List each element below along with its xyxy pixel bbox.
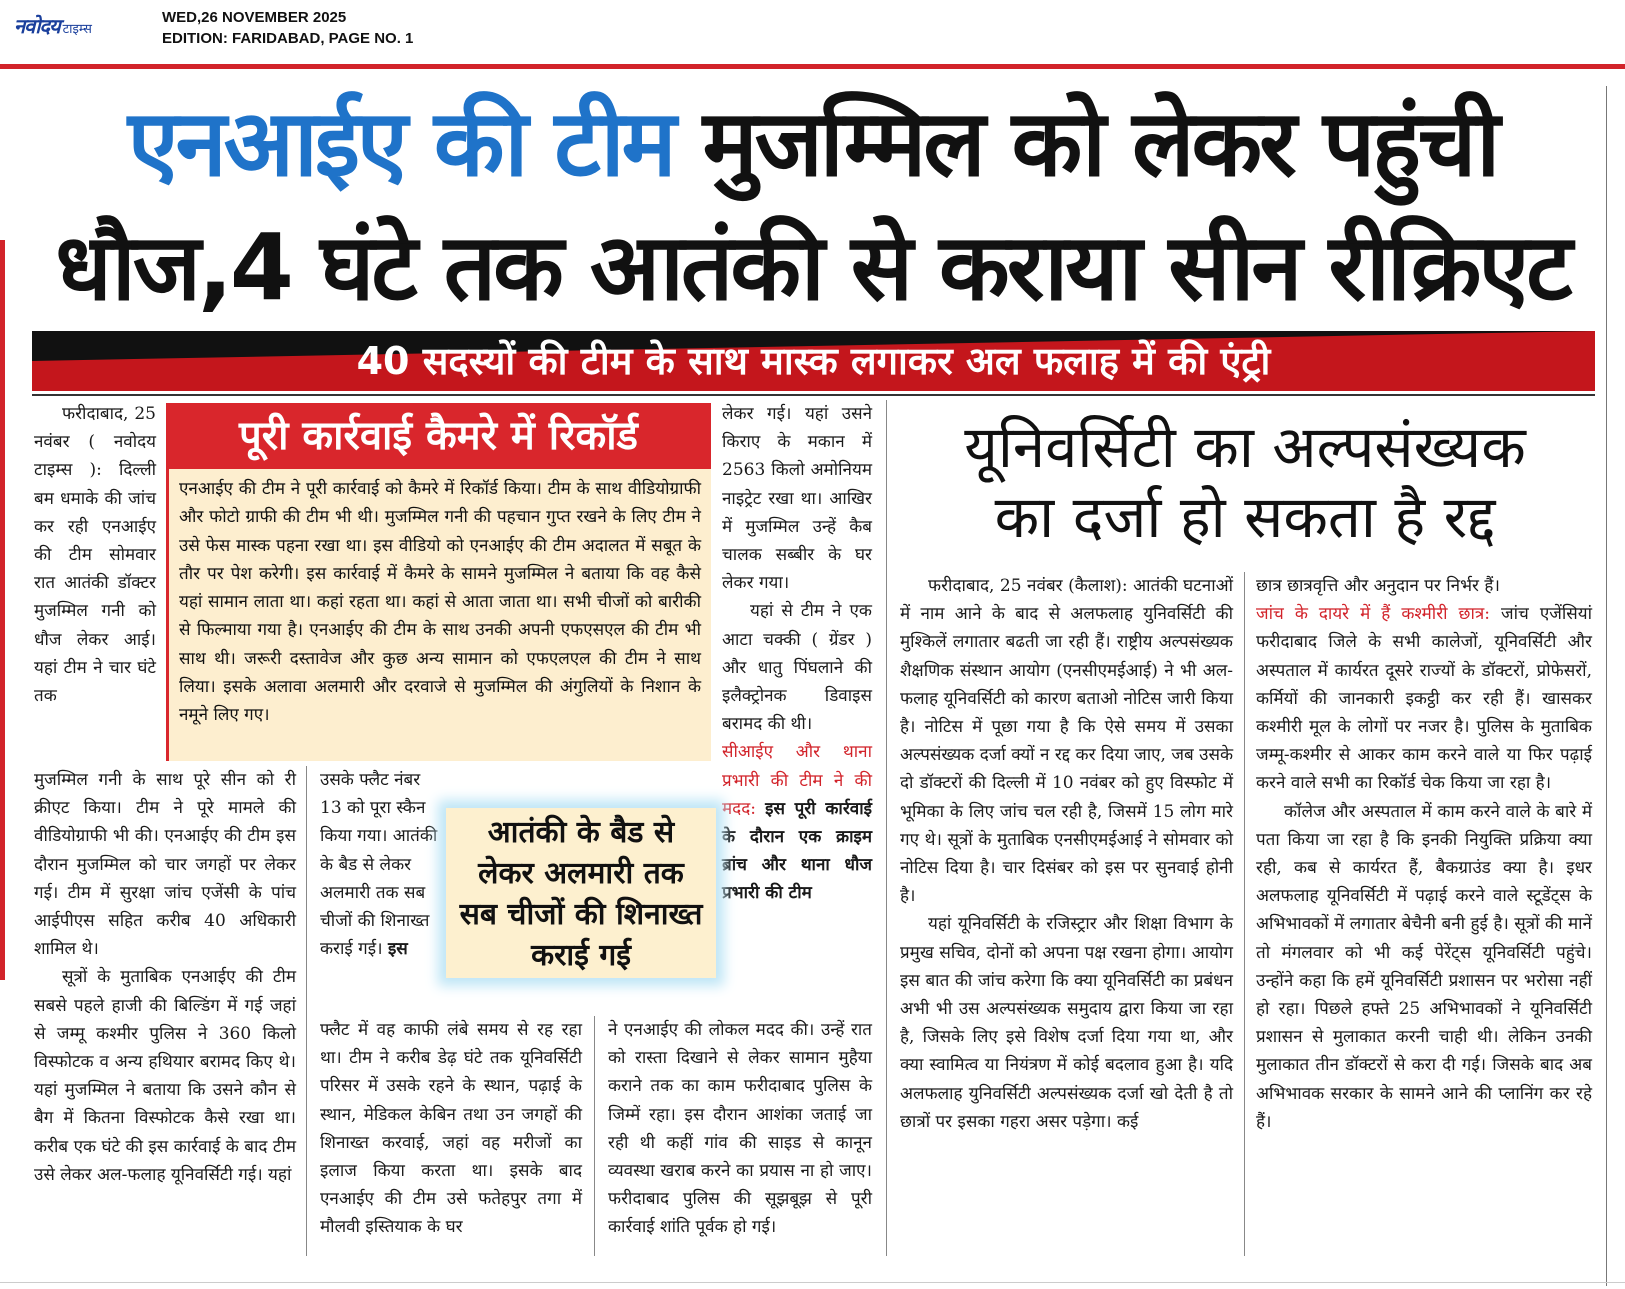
pull-quote-line-1: आतंकी के बैड से <box>487 815 675 850</box>
logo-sub: टाइम्स <box>62 22 92 37</box>
headline-rule <box>32 394 1595 396</box>
story2-para-5: कॉलेज और अस्पताल में काम करने वाले के बारे में पता किया जा रहा है कि इनकी नियुक्ति प्रक्रिया क्या रही, कब से कार्यरत हैं, बैकग्राउंड क्या है। इधर अलफलाह यूनिवर्सिटी में पढ़ाई करने वाले स्टूडेंट्स के अभिभावकों में लगातार बेचैनी बनी हुई है। सूत्रों की मानें तो मंगलवार को भी कई पेरेंट्स यूनिवर्सिटी पहुंचे। उन्होंने कहा कि हमें यूनिवर्सिटी प्रशासन पर भरोसा नहीं हो रहा। पिछले हफ्ते 25 अभिभावकों ने यूनिवर्सिटी प्रशासन से मुलाकात करनी चाही थी। लेकिन उनकी मुलाकात तीन डॉक्टरों से करा दी गई। जिसके बाद अब अभिभावक सरकार के सामने आने की प्लानिंग कर रहे हैं। <box>1256 801 1592 1132</box>
column-divider <box>306 766 307 1256</box>
headline-blue-part: एनआईए की टीम <box>127 90 674 197</box>
story-col2-narrow <box>320 766 438 963</box>
edition-line: EDITION: FARIDABAD, PAGE NO. 1 <box>162 30 414 47</box>
col2-para-1 <box>320 766 438 963</box>
col2-narrow-text: उसके फ्लैट नंबर 13 को पूरा स्कैन किया गया। आतंकी के बैड से लेकर अलमारी तक सब चीजों की शिनाख्त कराई गई। <box>320 770 438 960</box>
page-bottom-rule <box>0 1282 1625 1283</box>
box-body: एनआईए की टीम ने पूरी कार्रवाई को कैमरे में रिकॉर्ड किया। टीम के साथ वीडियोग्राफी और फोटो ग्राफी की टीम भी थी। मुजम्मिल गनी की पहचान गुप्त रखने के लिए टीम ने उसे फेस मास्क पहना रखा था। इस वीडियो को एनआईए की टीम अदालत में सबूत के तौर पर पेश करेगी। इस कार्रवाई में कैमरे के सामने मुजम्मिल ने बताया कि वह कैसे यहां सामान लाता था। कहां रहता था। कहां से आता जाता था। सभी चीजों को बारीकी से फिल्माया गया है। एनआईए की टीम के साथ उनकी अपनी एफएसएल की टीम भी साथ थी। जरूरी दस्तावेज और कुछ अन्य सामान को एफएलएल की टीम ने साथ लिया। इसके अलावा अलमारी और दरवाजे से मुजम्मिल की अंगुलियों के निशान के नमूने लिए गए। <box>166 469 711 761</box>
story-divider <box>886 400 887 1256</box>
story2-headline-line-1: यूनिवर्सिटी का अल्पसंख्यक <box>964 413 1526 481</box>
pull-quote-line-4: कराई गई <box>531 938 631 973</box>
story2-subhead-para <box>1256 600 1592 797</box>
story2-para-4: जांच एजेंसियां फरीदाबाद जिले के सभी कालेजों, यूनिवर्सिटी और अस्पताल में कार्यरत दूसरे राज्यों के डॉक्टरों, प्रोफेसरों, कर्मियों की जानकारी इकट्ठी कर रही हैं। खासकर कश्मीरी मूल के लोगों पर नजर है। पुलिस के मुताबिक जम्मू-कश्मीर से आकर काम करने वाले या फिर पढ़ाई करने वाले सभी का रिकॉर्ड चेक किया जा रहा है। <box>1256 604 1593 794</box>
col2-bold-start: इस <box>387 939 408 960</box>
box-heading: पूरी कार्रवाई कैमरे में रिकॉर्ड <box>166 403 711 469</box>
story2-subhead: जांच के दायरे में हैं कश्मीरी छात्र: <box>1256 604 1490 625</box>
col3-para-3: ने एनआईए की लोकल मदद की। उन्हें रात को रास्ता दिखाने से लेकर सामान मुहैया कराने तक का काम फरीदाबाद पुलिस के जिम्में रहा। इस दौरान आशंका जताई जा रही थी कहीं गांव की साइड से कानून व्यवस्था खराब करने का प्रयास ना हो जाए। फरीदाबाद पुलिस की सूझबूझ से पूरी कार्रवाई शांति पूर्वक हो गई। <box>608 1020 872 1238</box>
col3-para-2: यहां से टीम ने एक आटा चक्की ( ग्रेंडर ) और धातु पिंघलाने की इलैक्ट्रोनक डिवाइस बरामद की थी। <box>722 601 872 735</box>
story2-col2 <box>1256 572 1592 1136</box>
col2-para-2: फ्लैट में वह काफी लंबे समय से रह रहा था। टीम ने करीब डेढ़ घंटे तक यूनिवर्सिटी परिसर में उसके रहने के स्थान, पढ़ाई के स्थान, मेडिकल केबिन तथा उन जगहों की शिनाख्त करवाई, जहां वह मरीजों का इलाज किया करता था। इसके बाद एनआईए की टीम उसे फतेहपुर तगा में मौलवी इस्तियाक के घर <box>320 1020 582 1238</box>
col1-para-2: सूत्रों के मुताबिक एनआईए की टीम सबसे पहले हाजी की बिल्डिंग में गई जहां से जम्मू कश्मीर पुलिस ने 360 किलो विस्फोटक व अन्य हथियार बरामद किए थे। यहां मुजम्मिल ने बताया कि उसने कौन से बैग में कितना विस्फोटक कैसे रखा था। करीब एक घंटे की इस कार्रवाई के बाद टीम उसे लेकर अल-फलाह यूनिवर्सिटी गई। यहां <box>34 967 296 1185</box>
story2-col1 <box>900 572 1233 1136</box>
story-intro: फरीदाबाद, 25 नवंबर ( नवोदय टाइम्स ): दिल्ली बम धमाके की जांच कर रही एनआईए की टीम सोमवार रात आतंकी डॉक्टर मुजम्मिल गनी को धौज लेकर आई। यहां टीम ने चार घंटे तक <box>34 404 156 707</box>
story2-headline-line-2: का दर्जा हो सकता है रद्द <box>994 483 1496 551</box>
story2-para-2: यहां यूनिवर्सिटी के रजिस्ट्रार और शिक्षा विभाग के प्रमुख सचिव, दोनों को अपना पक्ष रखना होगा। आयोग इस बात की जांच करेगा कि क्या यूनिवर्सिटी का प्रबंधन अभी भी उस अल्पसंख्यक समुदाय द्वारा किया जा रहा है, जिसके लिए इसे विशेष दर्जा दिया गया था, और क्या स्वामित्व या नियंत्रण में कोई बदलाव हुआ है। यदि अलफलाह युनिवर्सिटी अल्पसंख्यक दर्जा खो देती है तो छात्रों पर इसका गहरा असर पड़ेगा। कई <box>900 914 1233 1132</box>
pull-quote <box>446 808 716 978</box>
logo-main: नवोदय <box>14 14 60 38</box>
headline-line-2: धौज,4 घंटे तक आतंकी से कराया सीन रीक्रिएट <box>55 214 1570 321</box>
subhead: 40 सदस्यों की टीम के साथ मास्क लगाकर अल फलाह में की एंट्री <box>356 339 1271 383</box>
pull-quote-line-3: सब चीजों की शिनाख्त <box>459 897 703 932</box>
headline-line-1 <box>30 90 1595 197</box>
story-col3-top <box>722 400 872 908</box>
column-divider <box>1244 572 1245 1256</box>
newspaper-logo <box>14 12 92 39</box>
col3-bold-text: इस पूरी कार्रवाई के दौरान एक क्राइम ब्रांच और थाना धौज प्रभारी की टीम <box>722 798 872 904</box>
pull-quote-line-2: लेकर अलमारी तक <box>478 856 684 891</box>
story-col1-bottom <box>34 766 296 1189</box>
masthead-divider <box>0 64 1625 69</box>
adjacent-page-edge <box>1606 86 1625 1286</box>
story-col3-bottom <box>608 1016 872 1242</box>
col3-para-1: लेकर गई। यहां उसने किराए के मकान में 2563 किलो अमोनियम नाइट्रेट रखा था। आखिर में मुजम्मिल उन्हें कैब चालक सब्बीर के घर लेकर गया। <box>722 404 872 594</box>
headline-black-part: मुजम्मिल को लेकर पहुंची <box>702 90 1498 197</box>
col3-subhead: सीआईए और थाना प्रभारी की टीम ने की मदद: <box>722 742 872 819</box>
story2-para-3: छात्र छात्रवृत्ति और अनुदान पर निर्भर हैं। <box>1256 576 1500 596</box>
left-margin-bar <box>0 240 5 980</box>
story-col2-bottom <box>320 1016 582 1242</box>
date-line: WED,26 NOVEMBER 2025 <box>162 9 347 26</box>
col1-para-1: मुजम्मिल गनी के साथ पूरे सीन को री क्रीएट किया। टीम ने पूरे मामले की वीडियोग्राफी भी की। एनआईए की टीम इस दौरान मुजम्मिल को चार जगहों पर लेकर गई। टीम में सुरक्षा जांच एजेंसी के पांच आईपीएस सहित करीब 40 अधिकारी शामिल थे। <box>34 770 296 960</box>
story2-para-1: फरीदाबाद, 25 नवंबर (कैलाश): आतंकी घटनाओं में नाम आने के बाद से अलफलाह युनिवर्सिटी की मुश्किलें लगातार बढती जा रही हैं। राष्ट्रीय अल्पसंख्यक शैक्षणिक संस्थान आयोग (एनसीएमईआई) ने भी अल-फलाह यूनिवर्सिटी को कारण बताओ नोटिस जारी किया है। नोटिस में पूछा गया है कि ऐसे समय में उसका अल्पसंख्यक दर्जा क्यों न रद्द कर दिया जाए, जब उसके दो डॉक्टरों की दिल्ली में 10 नवंबर को हुए विस्फोट में भूमिका के लिए जांच चल रही है, जिसमें 15 लोग मारे गए थे। सूत्रों के मुताबिक एनसीएमईआई ने सोमवार को नोटिस दिया है। चार दिसंबर को इस पर सुनवाई होनी है। <box>900 576 1233 907</box>
column-divider <box>594 1016 595 1256</box>
col3-subhead-para <box>722 738 872 907</box>
story-col1-top <box>34 400 156 710</box>
